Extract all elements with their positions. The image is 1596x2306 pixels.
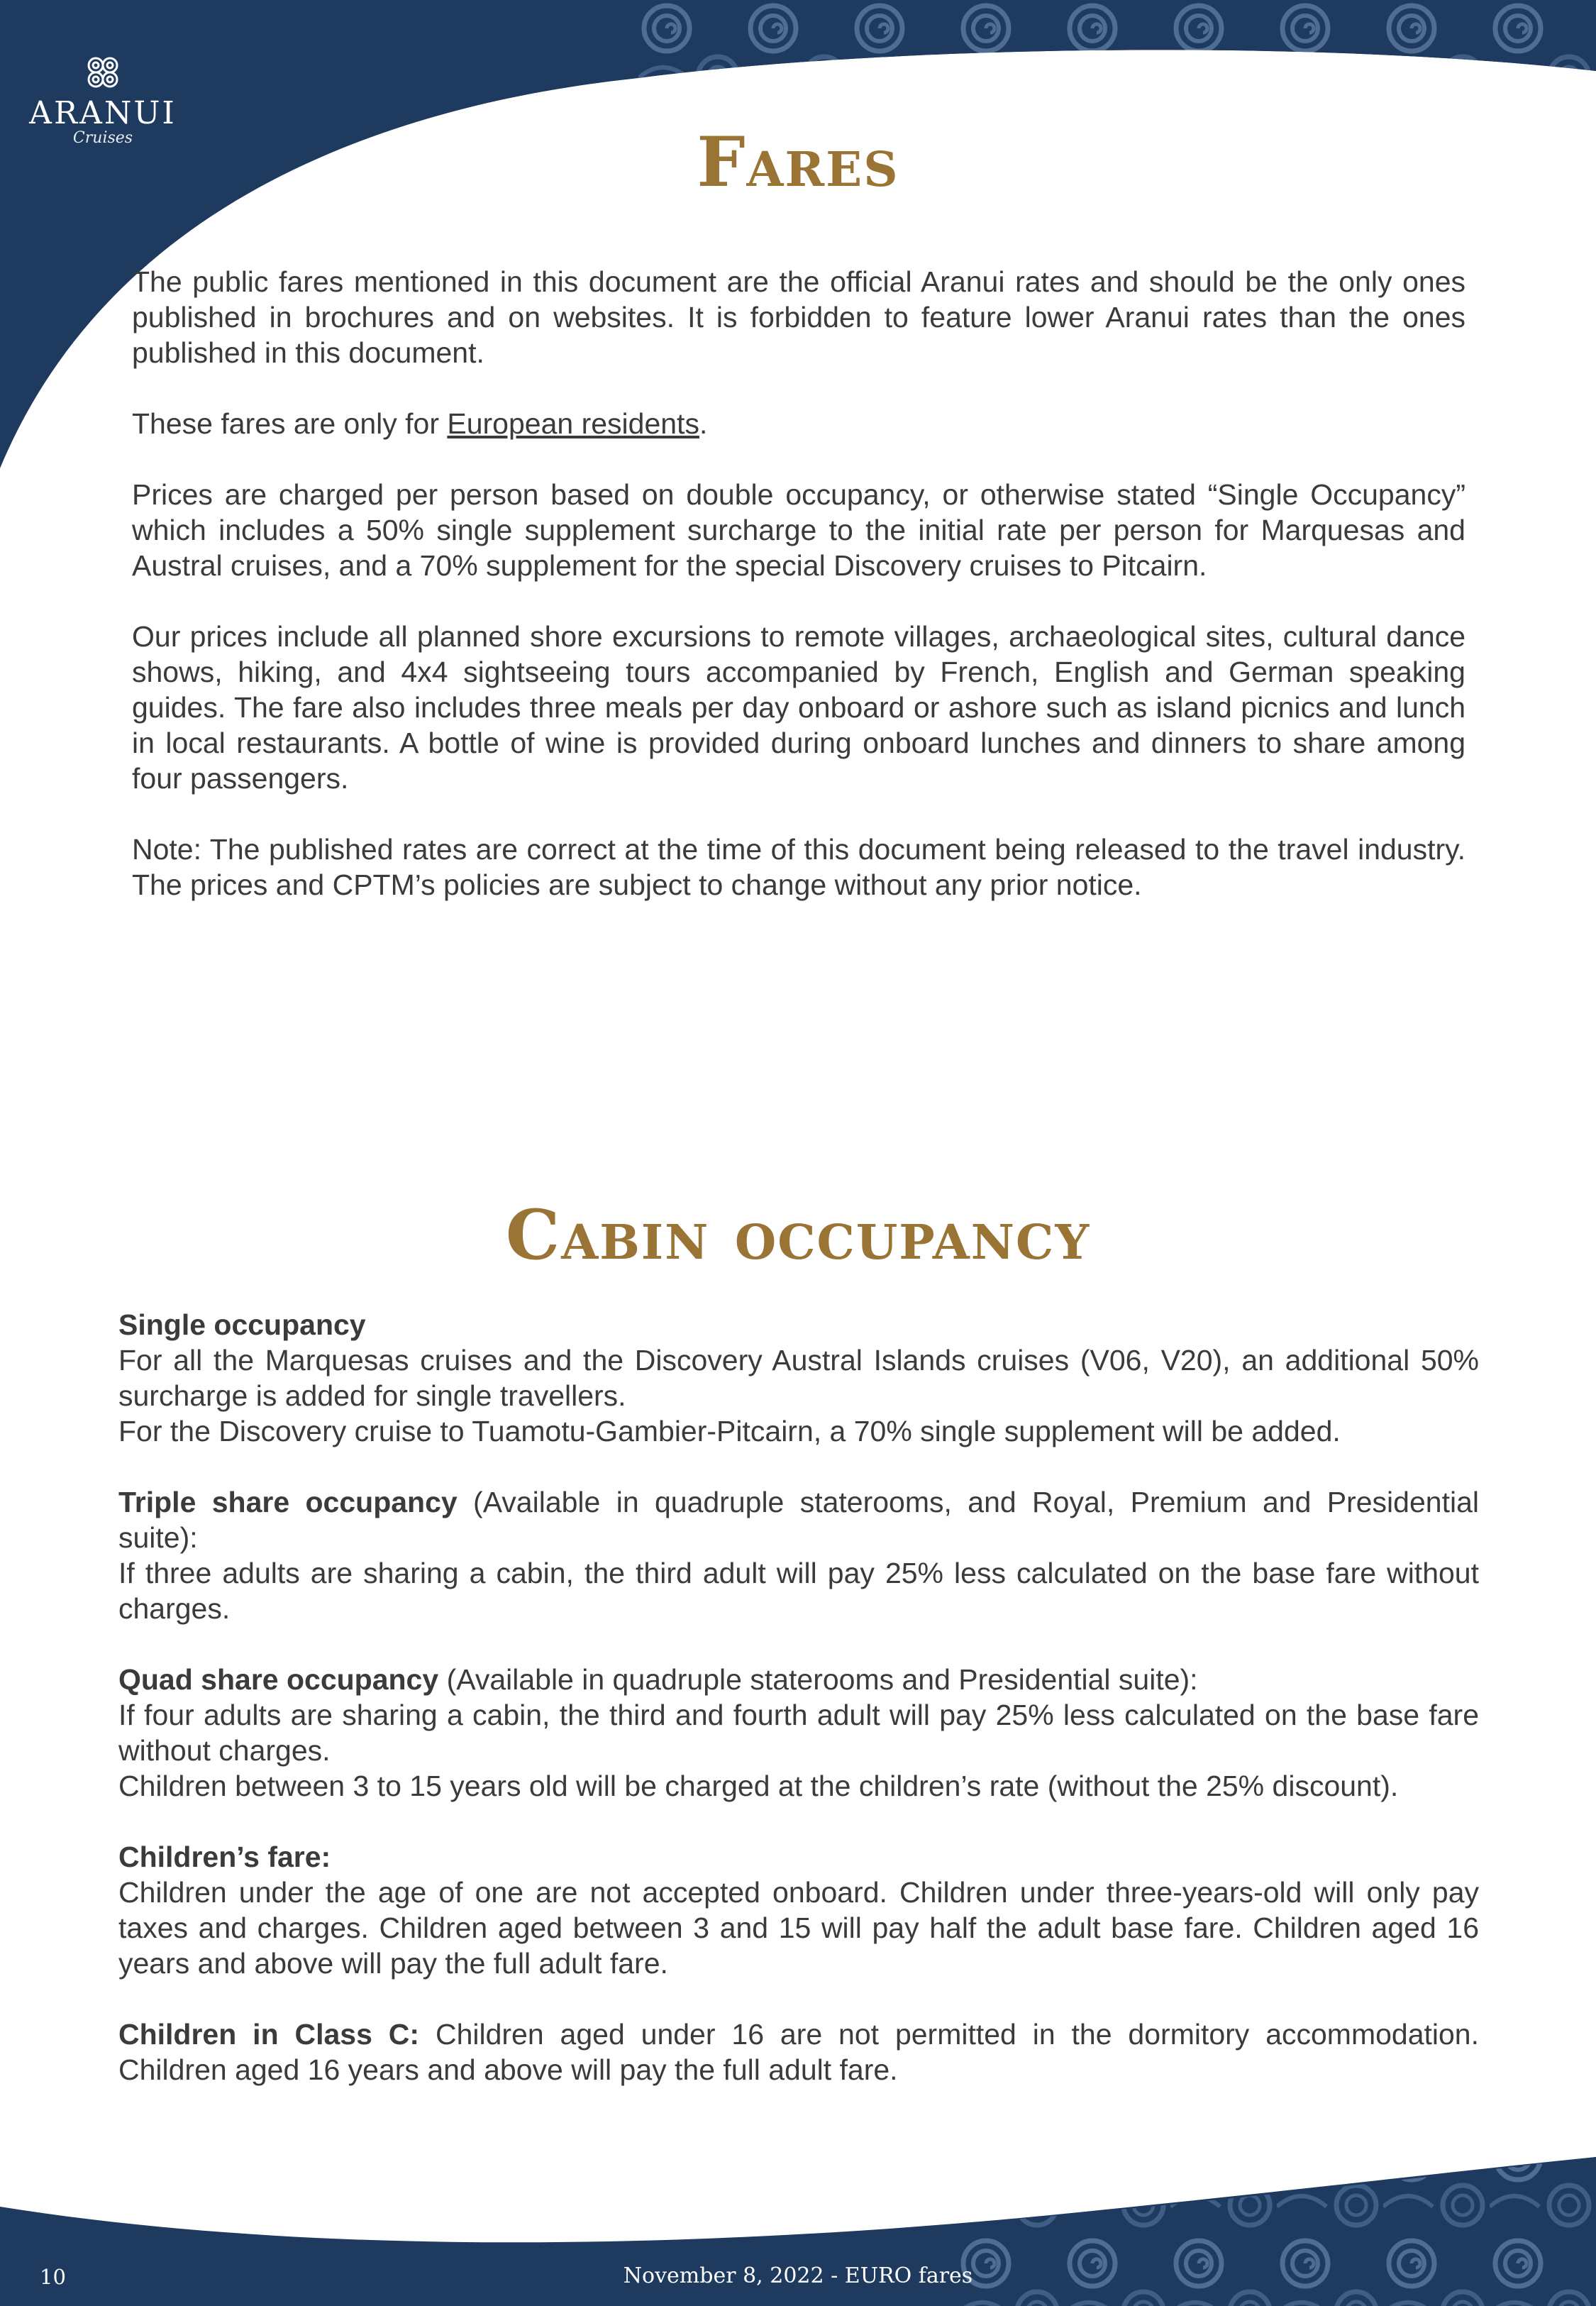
children-class-c-text: Children aged under 16 are not permitted in the dormitory accommodation. Children aged 16 years and above will pay the full adult fare. (118, 2018, 1480, 2086)
fares-paragraph-3: Prices are charged per person based on double occupancy, or otherwise stated “Single Occupancy” which includes a 50% single supplement surcharge to the initial rate per person for Marquesas and Austral cruises, and a 70% supplement for the special Discovery cruises to Pitcairn. (132, 478, 1465, 582)
single-occupancy-block (118, 1307, 1479, 1449)
fares-note: Note: The published rates are correct at the time of this document being released to the travel industry. The prices and CPTM’s policies are subject to change without any prior notice. (132, 833, 1465, 901)
fares-p2-text: These fares are only for (132, 407, 448, 440)
logo-name: ARANUI (29, 95, 177, 131)
fares-section (132, 264, 1465, 938)
logo-mark-icon (82, 51, 124, 94)
triple-occupancy-note: (Available in quadruple staterooms, and Royal, Premium and Presidential suite): (118, 1486, 1479, 1554)
children-class-c-block (118, 2017, 1479, 2087)
quad-occupancy-line-1: If four adults are sharing a cabin, the third and fourth adult will pay 25% less calculated on the base fare without charges. (118, 1699, 1479, 1767)
quad-occupancy-note: (Available in quadruple staterooms and Presidential suite): (438, 1663, 1198, 1696)
logo-subtitle: Cruises (72, 129, 133, 147)
european-residents-text: European residents (447, 407, 699, 440)
fares-paragraph-2 (132, 406, 1465, 441)
fares-paragraph-4: Our prices include all planned shore excursions to remote villages, archaeological sites, cultural dance shows, hiking, and 4x4 sightseeing tours accompanied by French, English and German speaking guides. The fare also includes three meals per day onboard or ashore such as island picnics and lunch in local restaurants. A bottle of wine is provided during onboard lunches and dinners to share among four passengers. (132, 620, 1465, 795)
childrens-fare-text: Children under the age of one are not accepted onboard. Children under three-years-old will only pay taxes and charges. Children aged between 3 and 15 will pay half the adult base fare. Children aged 16 years and above will pay the full adult fare. (118, 1876, 1479, 1980)
page-number: 10 (40, 2265, 66, 2289)
fares-title: Fares (697, 122, 899, 202)
triple-occupancy-block (118, 1484, 1479, 1626)
fares-p2-end: . (699, 407, 708, 440)
footer-date-label: November 8, 2022 - EURO fares (623, 2263, 973, 2288)
quad-occupancy-heading: Quad share occupancy (118, 1663, 439, 1696)
single-occupancy-line-2: For the Discovery cruise to Tuamotu-Gambier-Pitcairn, a 70% single supplement will be added. (118, 1415, 1341, 1447)
fares-paragraph-1: The public fares mentioned in this document are the official Aranui rates and should be the only ones published in brochures and on websites. It is forbidden to feature lower Aranui rates than the ones published in this document. (132, 265, 1465, 369)
quad-occupancy-line-2: Children between 3 to 15 years old will be charged at the children’s rate (without the 25% discount). (118, 1770, 1399, 1802)
quad-occupancy-block (118, 1662, 1479, 1804)
single-occupancy-heading: Single occupancy (118, 1308, 366, 1341)
children-class-c-heading: Children in Class C: (118, 2018, 420, 2051)
childrens-fare-block (118, 1839, 1479, 1981)
childrens-fare-heading: Children’s fare: (118, 1841, 331, 1873)
cabin-occupancy-section (118, 1307, 1479, 2123)
triple-occupancy-line-1: If three adults are sharing a cabin, the third adult will pay 25% less calculated on the base fare without charges. (118, 1557, 1479, 1625)
single-occupancy-line-1: For all the Marquesas cruises and the Discovery Austral Islands cruises (V06, V20), an additional 50% surcharge is added for single travellers. (118, 1344, 1479, 1412)
top-right-swirl-band (603, 0, 1596, 78)
cabin-occupancy-title: Cabin occupancy (505, 1195, 1091, 1275)
triple-occupancy-heading: Triple share occupancy (118, 1486, 458, 1518)
